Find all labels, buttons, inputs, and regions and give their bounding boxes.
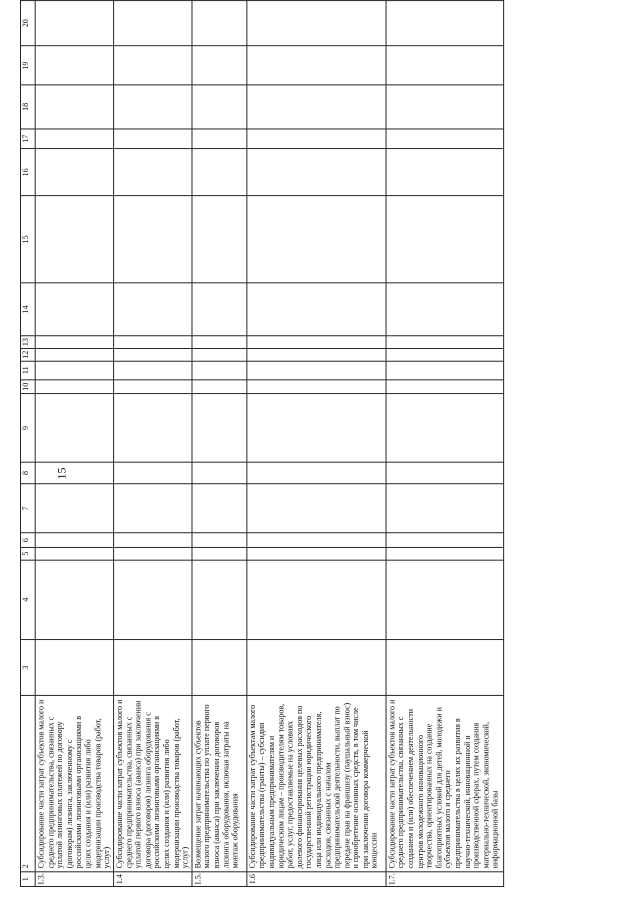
row-index: 1.3.	[35, 872, 113, 887]
col-header: 19	[20, 46, 35, 85]
col-header: 5	[20, 547, 35, 560]
table-row	[192, 1, 247, 887]
col-header: 17	[20, 129, 35, 149]
row-text: Субсидирование части затрат субъектов малого и среднего предпринимательства, связанных с созданием и (или) обеспечением деятельности центров молодежного инновационного творчества, ориентированных на создание благоприятных условий для детей, молодежи и субъектов малого и среднего предпринимательства в целях их развития в научно-технической, инновационной и производственной сферах, путем создания материально-технической, экономической, информационной базы	[386, 696, 504, 872]
row-index: 1.5.	[192, 872, 247, 887]
table-row	[386, 1, 504, 887]
col-header: 15	[20, 196, 35, 283]
col-header: 13	[20, 336, 35, 349]
col-header: 8	[20, 462, 35, 484]
col-header: 14	[20, 283, 35, 336]
col-header: 10	[20, 379, 35, 394]
col-header: 12	[20, 348, 35, 361]
row-index: 1.7.	[386, 872, 504, 887]
col-header: 18	[20, 85, 35, 128]
row-text: Возмещение затрат начинающих субъектов малого предпринимательства по уплате первого взноса (аванса) при заключении договоров лизинга оборудования, включая затраты на монтаж оборудования	[192, 696, 247, 872]
col-header: 1	[20, 872, 35, 887]
row-index: 1.6	[247, 872, 386, 887]
col-header: 11	[20, 361, 35, 379]
col-header: 7	[20, 484, 35, 533]
page-number: 15	[54, 467, 69, 480]
col-header: 4	[20, 560, 35, 639]
table-row	[35, 1, 113, 887]
table-row	[247, 1, 386, 887]
col-header: 16	[20, 149, 35, 196]
col-header: 6	[20, 533, 35, 547]
rotated-table-sheet	[20, 0, 608, 887]
col-header: 20	[20, 1, 35, 46]
row-text: Субсидирование части затрат субъектам малого предпринимательства (гранты) – субсидии индивидуальным предпринимателям и юридическим лицам – производителям товаров, работ, услуг, предоставляемые на условиях долевого финансирования целевых расходов по государственной регистрации юридического лица или индивидуального предпринимателя, расходов, связанных с началом предпринимательской деятельности, выплат по передаче прав на франшизу (паушальный взнос) и приобретение основных средств, в том числе при заключении договора коммерческой концессии	[247, 696, 386, 872]
row-index: 1.4	[114, 872, 192, 887]
col-header: 2	[20, 696, 35, 872]
table-row	[114, 1, 192, 887]
program-table	[20, 0, 504, 887]
col-header: 3	[20, 639, 35, 696]
row-text: Субсидирование части затрат субъектов малого и среднего предпринимательства, связанных с уплатой лизинговых платежей по договору (договорам) лизинга, заключенному с российскими лизинговыми организациями в целях создания и (или) развития либо модернизации производства товаров (работ, услуг)	[35, 696, 113, 872]
row-text: Субсидирование части затрат субъектов малого и среднего предпринимательства, связанных с уплатой первого взноса (аванса) при заключении договора (договоров) лизинга оборудования с российскими лизинговыми организациями в целях создания и (или) развития либо модернизации производства товаров (работ, услуг)	[114, 696, 192, 872]
col-header: 9	[20, 394, 35, 462]
header-row	[20, 1, 35, 887]
